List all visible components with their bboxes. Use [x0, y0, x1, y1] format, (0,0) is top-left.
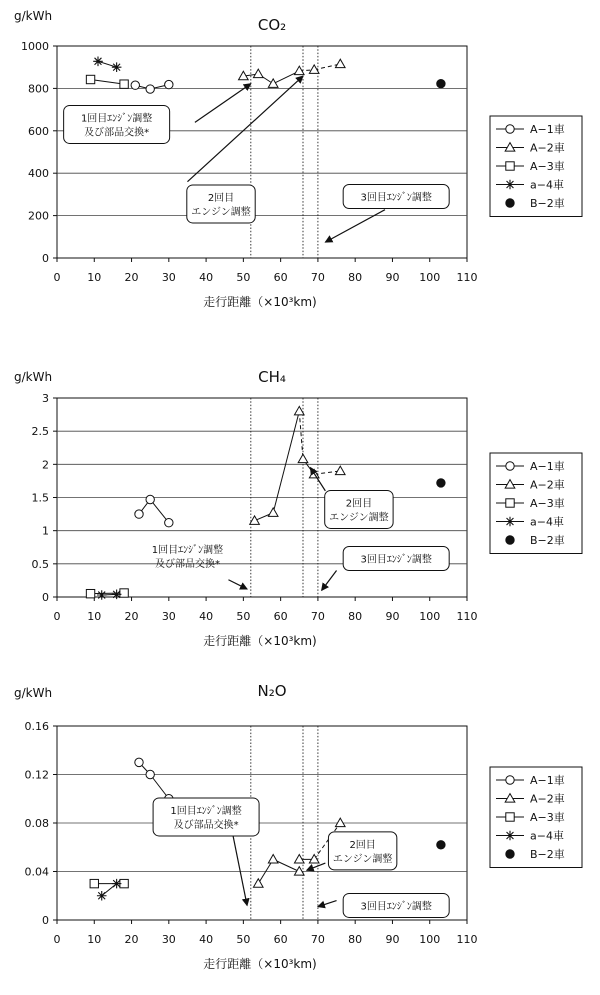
legend-label: A−3車: [530, 811, 565, 824]
legend-marker: [506, 499, 514, 507]
y-tick-label: 0: [42, 591, 49, 604]
y-axis-unit-label: g/kWh: [14, 370, 53, 384]
data-point: [165, 519, 173, 527]
data-point: [120, 80, 128, 88]
y-tick-label: 0.16: [24, 720, 49, 733]
y-tick-label: 600: [28, 124, 49, 138]
data-point: [437, 80, 445, 88]
chart-panel-2: [14, 368, 582, 648]
legend-marker: [506, 125, 514, 133]
y-tick-label: 1.5: [31, 491, 49, 505]
x-tick-label: 50: [236, 933, 251, 946]
legend-label: a−4車: [530, 178, 564, 192]
annotation-text: 2回目: [345, 498, 373, 510]
data-point: [135, 758, 143, 766]
x-axis-label: 走行距離（×10³km): [203, 957, 317, 971]
data-point: [93, 56, 103, 66]
x-tick-label: 20: [124, 610, 139, 623]
chart-title: CH₄: [258, 368, 286, 386]
x-tick-label: 20: [124, 271, 139, 284]
data-point: [146, 495, 154, 503]
x-tick-label: 60: [273, 271, 288, 284]
legend-marker: [506, 813, 514, 821]
x-tick-label: 80: [348, 933, 363, 946]
legend-marker: [506, 162, 514, 170]
legend-label: a−4車: [530, 515, 564, 529]
chart-panel-1: [14, 9, 582, 309]
data-point: [146, 770, 154, 778]
annotation-text: 2回目: [349, 839, 376, 851]
data-point: [112, 590, 122, 600]
x-tick-label: 110: [456, 933, 478, 946]
legend-marker: [505, 831, 515, 841]
y-tick-label: 0.08: [24, 817, 49, 830]
legend-label: A−2車: [530, 141, 565, 155]
legend-label: A−1車: [530, 123, 565, 136]
legend-label: A−3車: [530, 160, 565, 173]
data-point: [437, 841, 445, 849]
annotation-text: 2回目: [207, 192, 235, 204]
data-point: [437, 479, 445, 487]
x-tick-label: 70: [310, 933, 325, 946]
legend-label: B−2車: [530, 534, 565, 547]
chart-panel-3: [14, 682, 582, 971]
x-tick-label: 90: [385, 933, 400, 946]
annotation-text: 3回目ｴﾝｼﾞﾝ調整: [360, 192, 432, 204]
x-tick-label: 10: [87, 933, 102, 946]
legend-label: B−2車: [530, 197, 565, 210]
y-tick-label: 800: [28, 82, 49, 96]
y-tick-label: 0: [42, 914, 49, 927]
x-tick-label: 30: [161, 271, 176, 284]
data-point: [120, 589, 128, 597]
legend-marker: [506, 462, 514, 470]
legend-label: A−3車: [530, 497, 565, 510]
x-tick-label: 70: [310, 271, 325, 284]
annotation-text: 及び部品交換*: [154, 558, 220, 570]
annotation: [343, 185, 449, 209]
x-tick-label: 40: [199, 610, 214, 623]
x-tick-label: 110: [456, 610, 478, 623]
data-point: [131, 81, 139, 89]
y-tick-label: 1000: [21, 40, 49, 53]
legend-label: a−4車: [530, 829, 564, 843]
annotation-text: 3回目ｴﾝｼﾞﾝ調整: [360, 554, 432, 566]
legend-marker: [506, 536, 514, 544]
x-tick-label: 60: [273, 933, 288, 946]
x-tick-label: 70: [310, 610, 325, 623]
x-tick-label: 10: [87, 271, 102, 284]
data-point: [86, 589, 94, 597]
annotation-text: 1回目ｴﾝｼﾞﾝ調整: [151, 544, 224, 556]
x-tick-label: 110: [456, 271, 478, 284]
legend-label: A−1車: [530, 774, 565, 787]
legend-marker: [506, 850, 514, 858]
y-tick-label: 0.12: [24, 768, 49, 782]
x-tick-label: 30: [161, 610, 176, 623]
annotation-text: 3回目ｴﾝｼﾞﾝ調整: [360, 901, 432, 913]
y-tick-label: 3: [42, 392, 49, 405]
chart-title: CO₂: [257, 16, 287, 34]
annotation: [64, 105, 170, 143]
legend-label: A−1車: [530, 460, 565, 473]
x-tick-label: 100: [419, 271, 441, 284]
legend-label: A−2車: [530, 792, 565, 806]
x-axis-label: 走行距離（×10³km): [203, 634, 317, 648]
data-point: [86, 75, 94, 83]
x-tick-label: 80: [348, 610, 363, 623]
x-tick-label: 90: [385, 271, 400, 284]
data-point: [97, 590, 107, 600]
y-tick-label: 0.04: [24, 865, 49, 879]
data-point: [165, 80, 173, 88]
y-tick-label: 2: [42, 458, 49, 472]
x-tick-label: 100: [419, 610, 441, 623]
x-tick-label: 0: [53, 271, 61, 284]
x-tick-label: 40: [199, 933, 214, 946]
annotation-text: エンジン調整: [332, 853, 393, 865]
annotation-text: エンジン調整: [191, 206, 251, 218]
x-axis-label: 走行距離（×10³km): [203, 295, 317, 309]
x-tick-label: 50: [236, 610, 251, 623]
legend: [490, 453, 582, 554]
chart-title: N₂O: [257, 682, 287, 700]
x-tick-label: 0: [53, 610, 61, 623]
data-point: [112, 879, 122, 889]
y-tick-label: 2.5: [31, 425, 49, 439]
annotation: [187, 185, 255, 223]
annotation: [328, 832, 396, 870]
y-tick-label: 1: [42, 524, 49, 538]
data-point: [90, 879, 98, 887]
x-tick-label: 20: [124, 933, 139, 946]
legend-marker: [506, 776, 514, 784]
annotation: [325, 490, 393, 528]
legend-marker: [505, 180, 515, 190]
x-tick-label: 50: [236, 271, 251, 284]
x-tick-label: 30: [161, 933, 176, 946]
y-axis-unit-label: g/kWh: [14, 9, 53, 23]
legend-marker: [506, 199, 514, 207]
x-tick-label: 60: [273, 610, 288, 623]
legend-marker: [505, 517, 515, 527]
series-line-segment: [91, 593, 125, 594]
annotation-text: 及び部品交換*: [173, 819, 239, 831]
legend-label: A−2車: [530, 478, 565, 492]
y-tick-label: 200: [28, 209, 49, 223]
y-tick-label: 0.5: [31, 557, 49, 571]
y-axis-unit-label: g/kWh: [14, 686, 53, 700]
x-tick-label: 0: [53, 933, 61, 946]
data-point: [135, 510, 143, 518]
annotation: [343, 547, 449, 571]
annotation-text: エンジン調整: [329, 512, 389, 524]
x-tick-label: 100: [419, 933, 441, 946]
annotation: [343, 893, 449, 917]
x-tick-label: 10: [87, 610, 102, 623]
data-point: [112, 62, 122, 72]
y-tick-label: 400: [28, 167, 49, 181]
annotation-text: 1回目ｴﾝｼﾞﾝ調整: [80, 113, 153, 125]
y-tick-label: 0: [42, 252, 49, 265]
data-point: [97, 891, 107, 901]
x-tick-label: 40: [199, 271, 214, 284]
legend: [490, 116, 582, 217]
data-point: [146, 85, 154, 93]
x-tick-label: 80: [348, 271, 363, 284]
annotation-text: 及び部品交換*: [84, 127, 150, 139]
annotation: [153, 798, 259, 836]
legend-label: B−2車: [530, 848, 565, 861]
annotation-text: 1回目ｴﾝｼﾞﾝ調整: [170, 805, 242, 817]
legend: [490, 767, 582, 868]
x-tick-label: 90: [385, 610, 400, 623]
